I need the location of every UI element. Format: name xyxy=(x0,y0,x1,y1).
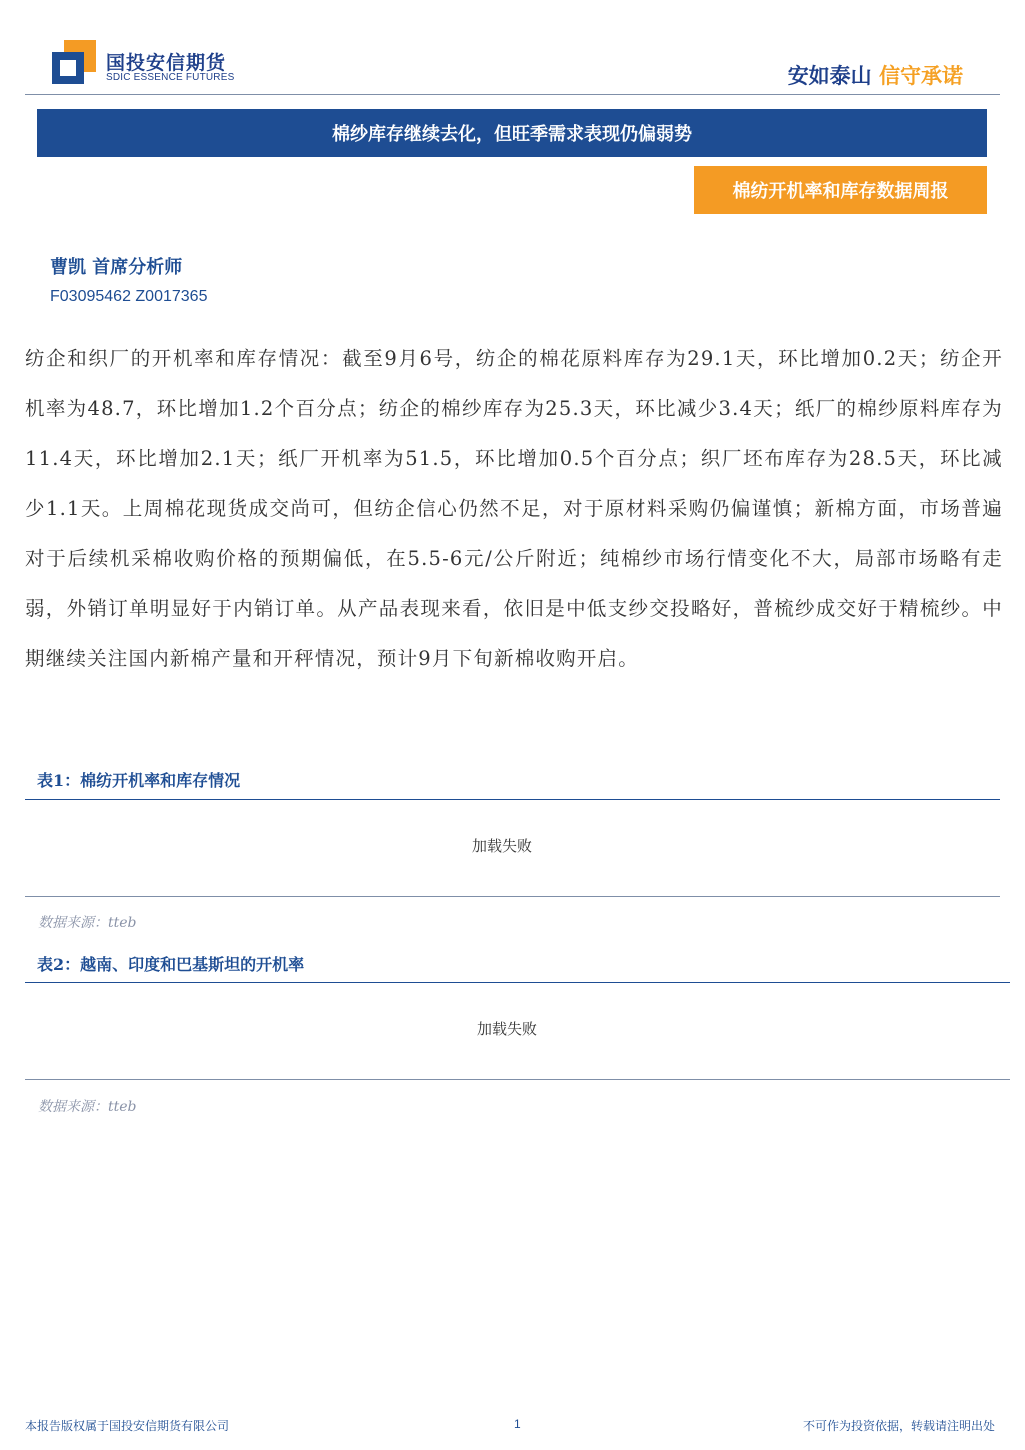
report-category-badge: 棉纺开机率和库存数据周报 xyxy=(694,166,987,214)
author-license: F03095462 Z0017365 xyxy=(50,288,208,305)
page-number: 1 xyxy=(514,1417,521,1431)
footer-disclaimer: 不可作为投资依据，转载请注明出处 xyxy=(802,1419,995,1433)
table-1-bottom-rule xyxy=(25,896,1000,897)
company-slogan xyxy=(788,60,963,90)
report-title: 棉纱库存继续去化，但旺季需求表现仍偏弱势 xyxy=(37,109,987,157)
table-2-load-failed: 加载失败 xyxy=(477,1020,538,1038)
table-2-title: 表2：越南、印度和巴基斯坦的开机率 xyxy=(37,955,305,974)
logo-mark-icon xyxy=(52,40,96,84)
table-2-source: 数据来源：tteb xyxy=(38,1099,137,1115)
company-logo xyxy=(52,40,235,86)
table-2-top-rule xyxy=(25,982,1010,983)
footer-copyright: 本报告版权属于国投安信期货有限公司 xyxy=(25,1419,230,1433)
logo-chinese-name: 国投安信期货 xyxy=(106,52,227,74)
report-body: 纺企和织厂的开机率和库存情况：截至9月6号，纺企的棉花原料库存为29.1天，环比增加0.2天；纺企开机率为48.7，环比增加1.2个百分点；纺企的棉纱库存为25.3天，环比减少3.4天；纸厂的棉纱原料库存为11.4天，环比增加2.1天；纸厂开机率为51.5，环比增加0.5个百分点；织厂坯布库存为28.5天，环比减少1.1天。上周棉花现货成交尚可，但纺企信心仍然不足，对于原材料采购仍偏谨慎；新棉方面，市场普遍对于后续机采棉收购价格的预期偏低，在5.5-6元/公斤附近；纯棉纱市场行情变化不大，局部市场略有走弱，外销订单明显好于内销订单。从产品表现来看，依旧是中低支纱交投略好，普梳纱成交好于精梳纱。中期继续关注国内新棉产量和开秤情况，预计9月下旬新棉收购开启。 xyxy=(25,347,1003,670)
logo-english-name: SDIC ESSENCE FUTURES xyxy=(106,72,235,83)
author-name: 曹凯 首席分析师 xyxy=(50,257,183,278)
table-1-source: 数据来源：tteb xyxy=(38,915,137,931)
slogan-part-1: 安如泰山 xyxy=(787,64,872,88)
table-1-title: 表1：棉纺开机率和库存情况 xyxy=(37,771,241,790)
table-1-load-failed: 加载失败 xyxy=(472,837,533,855)
header-divider xyxy=(25,94,1000,95)
slogan-part-2: 信守承诺 xyxy=(879,64,963,88)
table-2-bottom-rule xyxy=(25,1079,1010,1080)
table-1-top-rule xyxy=(25,799,1000,800)
